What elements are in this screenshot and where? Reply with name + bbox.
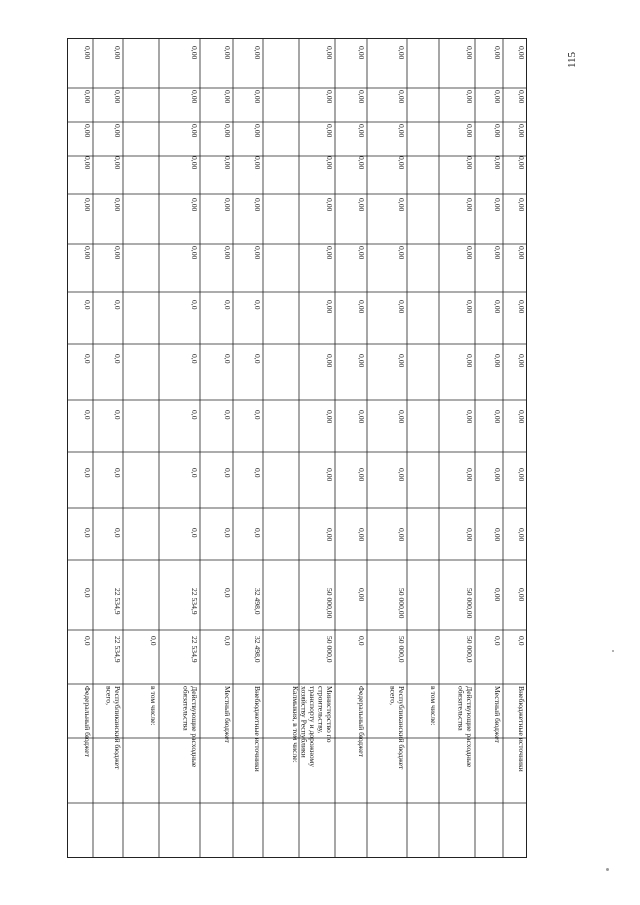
scan-speck [606,868,609,871]
cell-value: 0,00 [465,124,474,138]
cell-value: 0,00 [190,90,199,104]
cell-value: 22 534,9 [113,636,122,663]
cell-value: 0,00 [357,588,366,602]
cell-value: 0,0 [190,410,199,420]
cell-value: 50 000,00 [465,588,474,619]
cell-value: 0,00 [493,156,502,170]
executor-label: транспорту и дорожному [308,686,317,768]
budget-table [67,38,527,858]
cell-value: 0,0 [253,528,262,538]
cell-value: 0,0 [83,528,92,538]
cell-value: 0,00 [517,300,526,314]
cell-value: 0,00 [325,90,334,104]
cell-value: 0,00 [113,198,122,212]
cell-value: 0,00 [325,468,334,482]
cell-value: 0,00 [325,410,334,424]
cell-value: 0,00 [113,124,122,138]
cell-value: 0,0 [83,468,92,478]
cell-value: 0,00 [493,246,502,260]
cell-value: 0,0 [113,410,122,420]
cell-value: 0,00 [223,46,232,60]
cell-value: 0,00 [83,124,92,138]
cell-value: 0,0 [149,636,158,646]
row-label: Действующие расходные [190,686,199,768]
cell-value: 0,00 [190,124,199,138]
cell-value: 0,0 [83,410,92,420]
cell-value: 0,0 [83,636,92,646]
cell-value: 0,0 [113,528,122,538]
cell-value: 0,0 [357,636,366,646]
cell-value: 0,00 [517,46,526,60]
cell-value: 0,00 [517,198,526,212]
cell-value: 0,00 [223,198,232,212]
executor-label: строительству, [316,686,326,734]
cell-value: 0,00 [397,468,406,482]
cell-value: 0,00 [223,156,232,170]
cell-value: 0,00 [357,468,366,482]
cell-value: 0,00 [113,156,122,170]
row-label: Действующие расходные [465,686,474,768]
cell-value: 0,00 [517,90,526,104]
cell-value: 0,00 [325,156,334,170]
cell-value: 0,00 [493,468,502,482]
cell-value: 0,00 [190,46,199,60]
cell-value: 0,00 [83,156,92,170]
cell-value: 0,00 [325,46,334,60]
cell-value: 0,0 [83,354,92,364]
cell-value: 0,00 [325,300,334,314]
cell-value: 0,0 [223,300,232,310]
cell-value: 50 000,00 [397,588,406,619]
cell-value: 0,00 [493,90,502,104]
row-label: всего, [388,686,398,705]
cell-value: 0,0 [190,300,199,310]
cell-value: 0,00 [493,46,502,60]
row-label: в том числе: [429,686,438,726]
budget-table-svg [67,38,527,858]
cell-value: 0,00 [253,90,262,104]
page-number [560,40,584,80]
cell-value: 0,00 [223,246,232,260]
executor-label: Калмыкия, в том числе: [291,686,300,763]
cell-value: 0,00 [517,354,526,368]
executor-label: хозяйству Республики [299,686,309,758]
cell-value: 0,00 [357,198,366,212]
cell-value: 0,00 [465,410,474,424]
cell-value: 0,00 [357,410,366,424]
cell-value: 0,00 [357,354,366,368]
cell-value: 0,00 [397,246,406,260]
cell-value: 0,00 [357,156,366,170]
cell-value: 32 498,0 [253,636,262,663]
cell-value: 0,00 [397,410,406,424]
cell-value: 0,0 [113,468,122,478]
cell-value: 0,0 [83,588,92,598]
cell-value: 0,00 [83,46,92,60]
cell-value: 0,00 [253,246,262,260]
cell-value: 0,00 [357,46,366,60]
cell-value: 0,0 [83,300,92,310]
cell-value: 0,00 [493,588,502,602]
cell-value: 0,0 [223,528,232,538]
page-number-text: 115 [566,51,578,69]
cell-value: 22 534,9 [190,588,199,615]
cell-value: 0,00 [465,198,474,212]
cell-value: 0,00 [493,528,502,542]
cell-value: 0,00 [190,198,199,212]
cell-value: 50 000,00 [325,588,334,619]
cell-value: 0,0 [190,528,199,538]
cell-value: 0,00 [253,124,262,138]
cell-value: 0,00 [397,90,406,104]
cell-value: 0,0 [113,354,122,364]
cell-value: 0,00 [465,528,474,542]
cell-value: 0,00 [253,46,262,60]
cell-value: 0,00 [325,124,334,138]
cell-value: 0,00 [493,300,502,314]
cell-value: 0,00 [465,246,474,260]
cell-value: 0,00 [517,246,526,260]
cell-value: 0,00 [113,246,122,260]
cell-value: 0,00 [325,198,334,212]
cell-value: 0,00 [357,528,366,542]
row-label: Республиканский бюджет [397,686,406,770]
row-label: Федеральный бюджет [357,686,366,757]
cell-value: 0,0 [253,300,262,310]
cell-value: 0,0 [190,354,199,364]
row-label: Местный бюджет [493,686,502,743]
cell-value: 0,00 [493,124,502,138]
cell-value: 0,00 [493,198,502,212]
cell-value: 0,0 [223,636,232,646]
cell-value: 0,00 [493,410,502,424]
cell-value: 0,00 [357,90,366,104]
cell-value: 0,00 [465,468,474,482]
cell-value: 0,00 [223,90,232,104]
row-label: Внебюджетные источники [253,686,262,772]
cell-value: 0,00 [113,90,122,104]
cell-value: 0,00 [465,300,474,314]
cell-value: 0,00 [357,300,366,314]
cell-value: 0,00 [357,124,366,138]
cell-value: 0,00 [517,124,526,138]
row-label: Внебюджетные источники [517,686,526,772]
cell-value: 0,00 [325,246,334,260]
cell-value: 22 534,9 [190,636,199,663]
cell-value: 0,0 [223,468,232,478]
cell-value: 0,00 [83,246,92,260]
cell-value: 0,00 [190,246,199,260]
cell-value: 0,00 [357,246,366,260]
cell-value: 0,00 [517,528,526,542]
cell-value: 0,00 [517,410,526,424]
cell-value: 0,00 [517,468,526,482]
cell-value: 50 000,0 [397,636,406,663]
cell-value: 50 000,0 [465,636,474,663]
cell-value: 0,00 [253,156,262,170]
cell-value: 0,0 [493,636,502,646]
cell-value: 0,00 [465,354,474,368]
cell-value: 0,00 [113,46,122,60]
cell-value: 0,00 [397,300,406,314]
cell-value: 0,00 [397,46,406,60]
cell-value: 0,00 [83,90,92,104]
row-label: в том числе: [149,686,158,726]
row-label: Федеральный бюджет [83,686,92,757]
cell-value: 0,00 [397,198,406,212]
cell-value: 0,00 [325,528,334,542]
cell-value: 0,00 [493,354,502,368]
cell-value: 0,0 [253,410,262,420]
cell-value: 0,0 [517,636,526,646]
row-label: обязательства [181,686,191,731]
cell-value: 0,00 [465,156,474,170]
scan-speck [612,650,614,652]
cell-value: 0,00 [223,124,232,138]
cell-value: 50 000,0 [325,636,334,663]
row-label: всего, [104,686,114,705]
cell-value: 22 534,9 [113,588,122,615]
cell-value: 0,0 [223,354,232,364]
cell-value: 0,0 [253,354,262,364]
cell-value: 0,00 [253,198,262,212]
cell-value: 0,00 [517,156,526,170]
cell-value: 0,0 [190,468,199,478]
cell-value: 0,00 [397,124,406,138]
cell-value: 0,00 [83,198,92,212]
cell-value: 0,00 [397,354,406,368]
cell-value: 0,0 [223,588,232,598]
cell-value: 0,00 [190,156,199,170]
cell-value: 0,00 [397,528,406,542]
cell-value: 0,0 [253,468,262,478]
row-label: Местный бюджет [223,686,232,743]
cell-value: 0,00 [465,90,474,104]
cell-value: 0,0 [113,300,122,310]
cell-value: 0,00 [325,354,334,368]
row-label: Республиканский бюджет [113,686,122,770]
cell-value: 32 498,0 [253,588,262,615]
row-label: обязательства [456,686,466,731]
cell-value: 0,00 [397,156,406,170]
cell-value: 0,00 [465,46,474,60]
executor-label: Министерство по [325,686,334,743]
cell-value: 0,0 [223,410,232,420]
cell-value: 0,00 [517,588,526,602]
